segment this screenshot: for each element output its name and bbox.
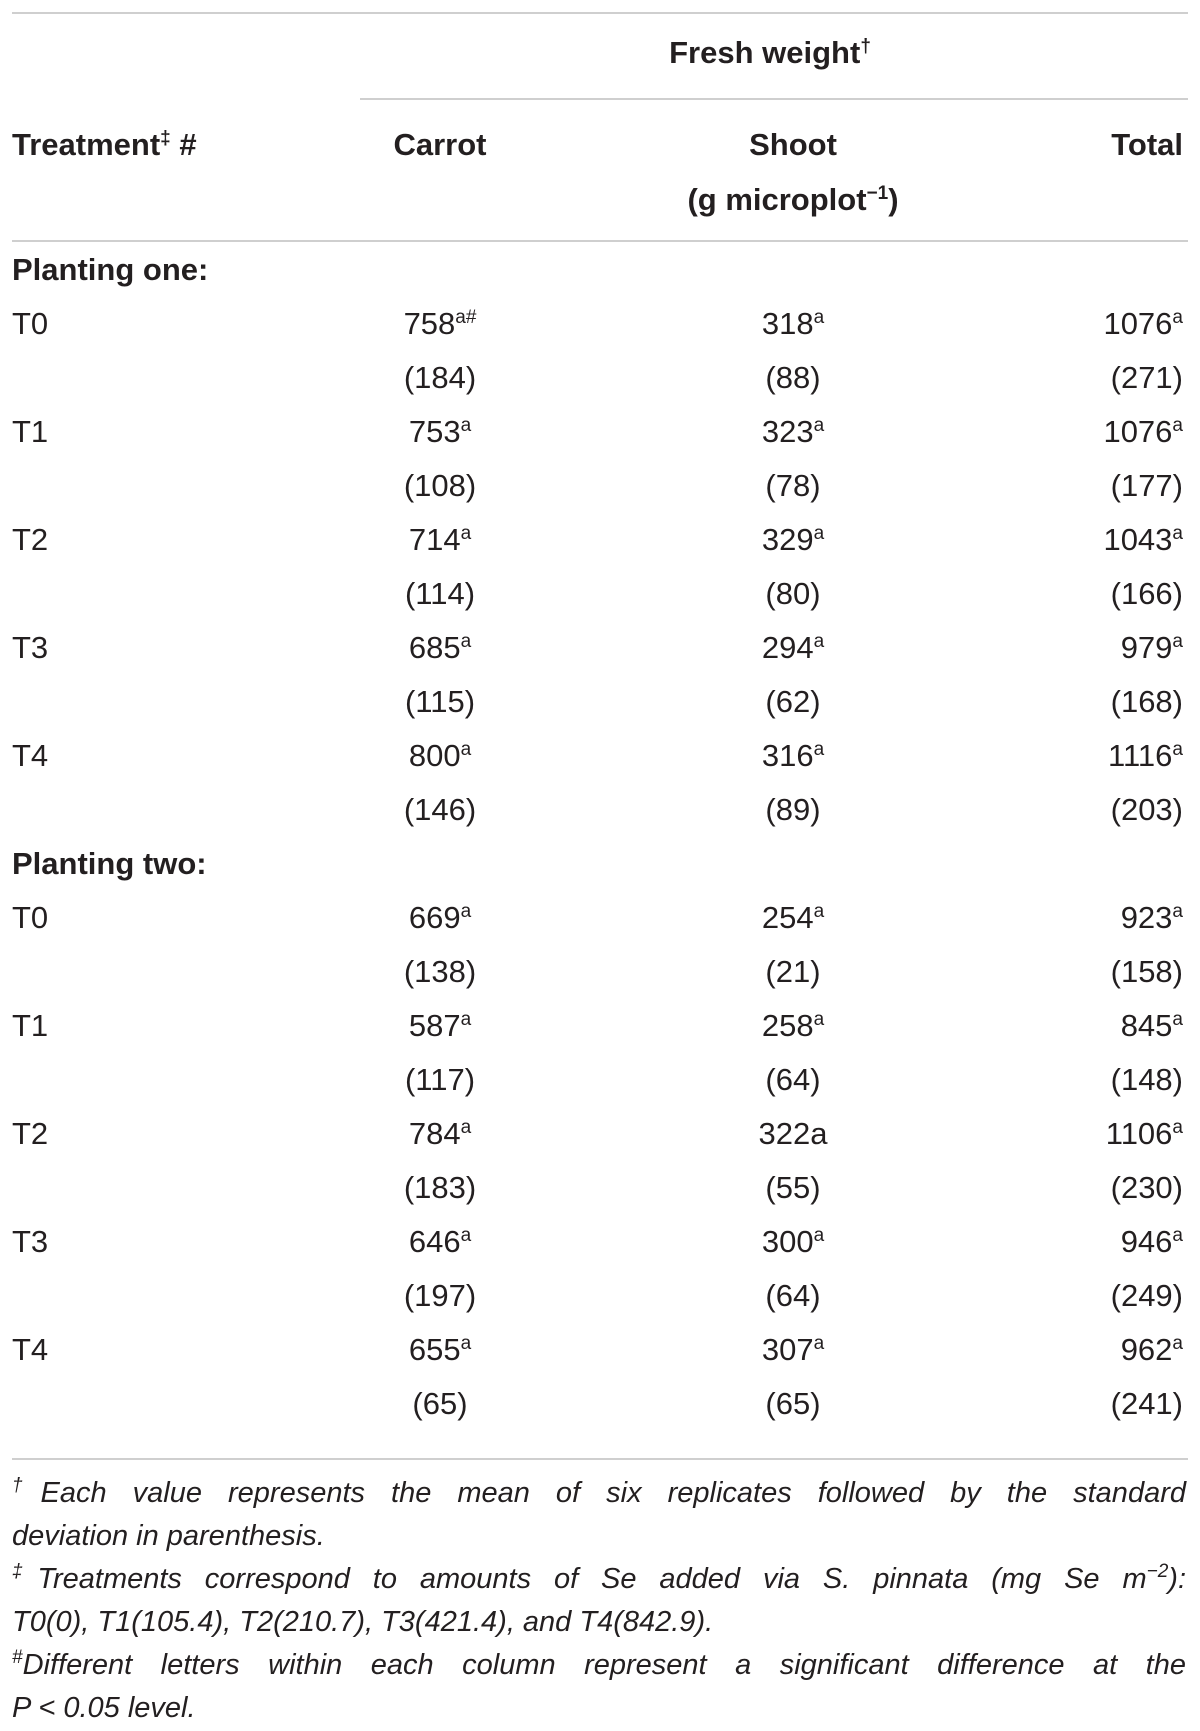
- total-cell-letter: a: [1172, 1117, 1183, 1138]
- carrot-sd-cell: (117): [404, 1062, 476, 1097]
- shoot-cell: [762, 1222, 824, 1262]
- total-cell: [1121, 898, 1183, 938]
- total-cell-letter: a: [1172, 739, 1183, 760]
- footnotes: [12, 1472, 1186, 1730]
- carrot-sd-cell: (115): [404, 684, 476, 719]
- carrot-cell-value: 753: [408, 414, 461, 449]
- shoot-cell: [762, 898, 824, 938]
- total-header: Total: [1111, 127, 1183, 162]
- carrot-cell-letter: a#: [455, 307, 477, 328]
- total-cell: [1121, 1006, 1183, 1046]
- shoot-cell: [762, 412, 824, 452]
- carrot-cell-value: 714: [408, 522, 461, 557]
- shoot-sd-cell: (21): [765, 954, 821, 989]
- shoot-cell-letter: a: [813, 307, 825, 328]
- shoot-cell-value: 318: [761, 306, 814, 341]
- treatment-cell: T1: [12, 414, 49, 449]
- shoot-cell-letter: a: [813, 901, 825, 922]
- total-cell-value: 1043: [1103, 522, 1173, 557]
- shoot-cell-value: 300: [761, 1224, 814, 1259]
- shoot-sd-cell: (65): [765, 1386, 821, 1421]
- shoot-cell-value: 316: [761, 738, 814, 773]
- carrot-cell: [409, 520, 471, 560]
- footnote-2-line-1: ‡Treatments correspond to amounts of Se added via S. pinnata (mg Se $m^{-2}$):: [12, 1561, 1186, 1595]
- carrot-cell-value: 800: [408, 738, 461, 773]
- shoot-cell: [762, 736, 824, 776]
- carrot-cell-value: 784: [408, 1116, 461, 1151]
- total-cell-value: 979: [1120, 630, 1173, 665]
- shoot-sd-cell: (89): [765, 792, 821, 827]
- shoot-cell-value: 254: [761, 900, 814, 935]
- shoot-cell: [759, 1114, 828, 1154]
- treatment-cell: T1: [12, 1008, 49, 1043]
- shoot-cell: [762, 1006, 824, 1046]
- shoot-cell-value: 307: [761, 1332, 814, 1367]
- shoot-cell-letter: a: [813, 1009, 825, 1030]
- top-rule: [12, 12, 1188, 14]
- shoot-cell-value: 322a: [758, 1116, 828, 1151]
- carrot-sd-cell: (146): [403, 792, 477, 827]
- shoot-cell: [762, 1330, 824, 1370]
- shoot-cell: [762, 520, 824, 560]
- treatment-cell: T0: [12, 306, 49, 341]
- total-cell-value: 1076: [1103, 414, 1173, 449]
- shoot-cell-value: 329: [761, 522, 814, 557]
- carrot-cell: [409, 898, 471, 938]
- section-title: Planting two:: [12, 846, 207, 881]
- group-rule: [360, 98, 1188, 100]
- total-sd-cell: (241): [1110, 1386, 1183, 1421]
- total-sd-cell: (203): [1110, 792, 1183, 827]
- total-cell-value: 1116: [1108, 738, 1173, 773]
- treatment-cell: T3: [12, 1224, 49, 1259]
- treatment-header: Treatment‡ #: [12, 127, 197, 162]
- carrot-cell-letter: a: [460, 739, 472, 760]
- shoot-cell-value: 258: [761, 1008, 814, 1043]
- carrot-cell-value: 587: [408, 1008, 461, 1043]
- carrot-cell-value: 669: [408, 900, 461, 935]
- carrot-cell: [409, 628, 471, 668]
- total-cell: [1103, 520, 1183, 560]
- carrot-cell-letter: a: [460, 1117, 472, 1138]
- carrot-cell-letter: a: [460, 901, 472, 922]
- shoot-sd-cell: (78): [765, 468, 821, 503]
- total-sd-cell: (230): [1110, 1170, 1183, 1205]
- treatment-cell: T0: [12, 900, 49, 935]
- table-bottom-rule: [12, 1458, 1188, 1460]
- carrot-cell: [409, 1114, 471, 1154]
- carrot-cell: [409, 1330, 471, 1370]
- footnote-3-line-2: P < 0.05 level.: [12, 1692, 196, 1724]
- total-sd-cell: (249): [1110, 1278, 1183, 1313]
- total-cell: [1121, 1222, 1183, 1262]
- shoot-cell: [762, 304, 824, 344]
- shoot-cell-value: 323: [761, 414, 814, 449]
- carrot-cell-value: 655: [408, 1332, 461, 1367]
- total-cell-value: 962: [1120, 1332, 1173, 1367]
- carrot-cell-letter: a: [460, 1333, 472, 1354]
- shoot-sd-cell: (64): [765, 1278, 821, 1313]
- shoot-cell-letter: a: [813, 739, 825, 760]
- total-cell-value: 1106: [1105, 1116, 1173, 1151]
- total-cell-letter: a: [1172, 631, 1183, 652]
- carrot-cell-letter: a: [460, 1009, 472, 1030]
- carrot-cell: [409, 736, 471, 776]
- total-cell: [1106, 1114, 1183, 1154]
- total-cell: [1103, 304, 1183, 344]
- carrot-header: Carrot: [393, 127, 487, 162]
- total-cell-letter: a: [1172, 1333, 1183, 1354]
- total-cell-value: 923: [1120, 900, 1173, 935]
- header-bottom-rule: [12, 240, 1188, 242]
- footnote-1-line-1: †Each value represents the mean of six replicates followed by the standard: [12, 1475, 1186, 1509]
- carrot-sd-cell: (108): [403, 468, 477, 503]
- total-cell-letter: a: [1172, 307, 1183, 328]
- total-cell: [1121, 1330, 1183, 1370]
- total-sd-cell: (158): [1110, 954, 1183, 989]
- shoot-sd-cell: (55): [765, 1170, 821, 1205]
- carrot-cell: [409, 1222, 471, 1262]
- carrot-sd-cell: (197): [403, 1278, 477, 1313]
- total-sd-cell: (168): [1110, 684, 1183, 719]
- treatment-cell: T4: [12, 738, 49, 773]
- shoot-cell-letter: a: [813, 415, 825, 436]
- shoot-sd-cell: (64): [765, 1062, 821, 1097]
- treatment-cell: T2: [12, 1116, 49, 1151]
- total-cell-value: 845: [1120, 1008, 1173, 1043]
- treatment-cell: T4: [12, 1332, 49, 1367]
- treatment-cell: T2: [12, 522, 49, 557]
- shoot-sd-cell: (88): [765, 360, 821, 395]
- shoot-cell-letter: a: [813, 523, 825, 544]
- carrot-cell-letter: a: [460, 523, 472, 544]
- carrot-cell-letter: a: [460, 1225, 472, 1246]
- total-cell: [1103, 412, 1183, 452]
- total-cell: [1108, 736, 1183, 776]
- footnote-2-line-2: T0(0), T1(105.4), T2(210.7), T3(421.4), and T4(842.9).: [12, 1606, 714, 1638]
- total-cell-letter: a: [1172, 901, 1183, 922]
- shoot-cell-letter: a: [813, 1225, 825, 1246]
- shoot-unit-header: (g microplot$^{-1}$): [687, 182, 899, 217]
- total-sd-cell: (271): [1110, 360, 1183, 395]
- carrot-cell-value: 758: [403, 306, 456, 341]
- carrot-cell-value: 685: [408, 630, 461, 665]
- fresh-weight-header: Fresh weight†: [669, 35, 871, 70]
- total-cell-letter: a: [1172, 1225, 1183, 1246]
- carrot-sd-cell: (138): [403, 954, 477, 989]
- total-cell-value: 1076: [1103, 306, 1173, 341]
- treatment-cell: T3: [12, 630, 49, 665]
- carrot-sd-cell: (65): [412, 1386, 468, 1421]
- shoot-header: Shoot: [749, 127, 837, 162]
- total-cell-letter: a: [1172, 1009, 1183, 1030]
- shoot-sd-cell: (62): [765, 684, 821, 719]
- shoot-cell: [762, 628, 824, 668]
- shoot-sd-cell: (80): [765, 576, 821, 611]
- carrot-sd-cell: (184): [403, 360, 477, 395]
- shoot-cell-value: 294: [761, 630, 814, 665]
- total-cell-value: 946: [1120, 1224, 1173, 1259]
- footnote-1-line-2: deviation in parenthesis.: [12, 1520, 325, 1552]
- section-title: Planting one:: [12, 252, 209, 287]
- carrot-cell-letter: a: [460, 631, 472, 652]
- carrot-cell: [409, 1006, 471, 1046]
- carrot-cell-value: 646: [408, 1224, 461, 1259]
- total-cell: [1121, 628, 1183, 668]
- carrot-sd-cell: (183): [403, 1170, 477, 1205]
- total-sd-cell: (148): [1110, 1062, 1183, 1097]
- carrot-cell-letter: a: [460, 415, 472, 436]
- carrot-cell: [409, 412, 471, 452]
- carrot-sd-cell: (114): [404, 576, 476, 611]
- total-sd-cell: (166): [1110, 576, 1183, 611]
- shoot-cell-letter: a: [813, 1333, 825, 1354]
- carrot-cell: [404, 304, 477, 344]
- footnote-3-line-1: #Different letters within each column represent a significant difference at the: [12, 1647, 1186, 1681]
- total-cell-letter: a: [1172, 415, 1183, 436]
- total-cell-letter: a: [1172, 523, 1183, 544]
- shoot-cell-letter: a: [813, 631, 825, 652]
- total-sd-cell: (177): [1110, 468, 1183, 503]
